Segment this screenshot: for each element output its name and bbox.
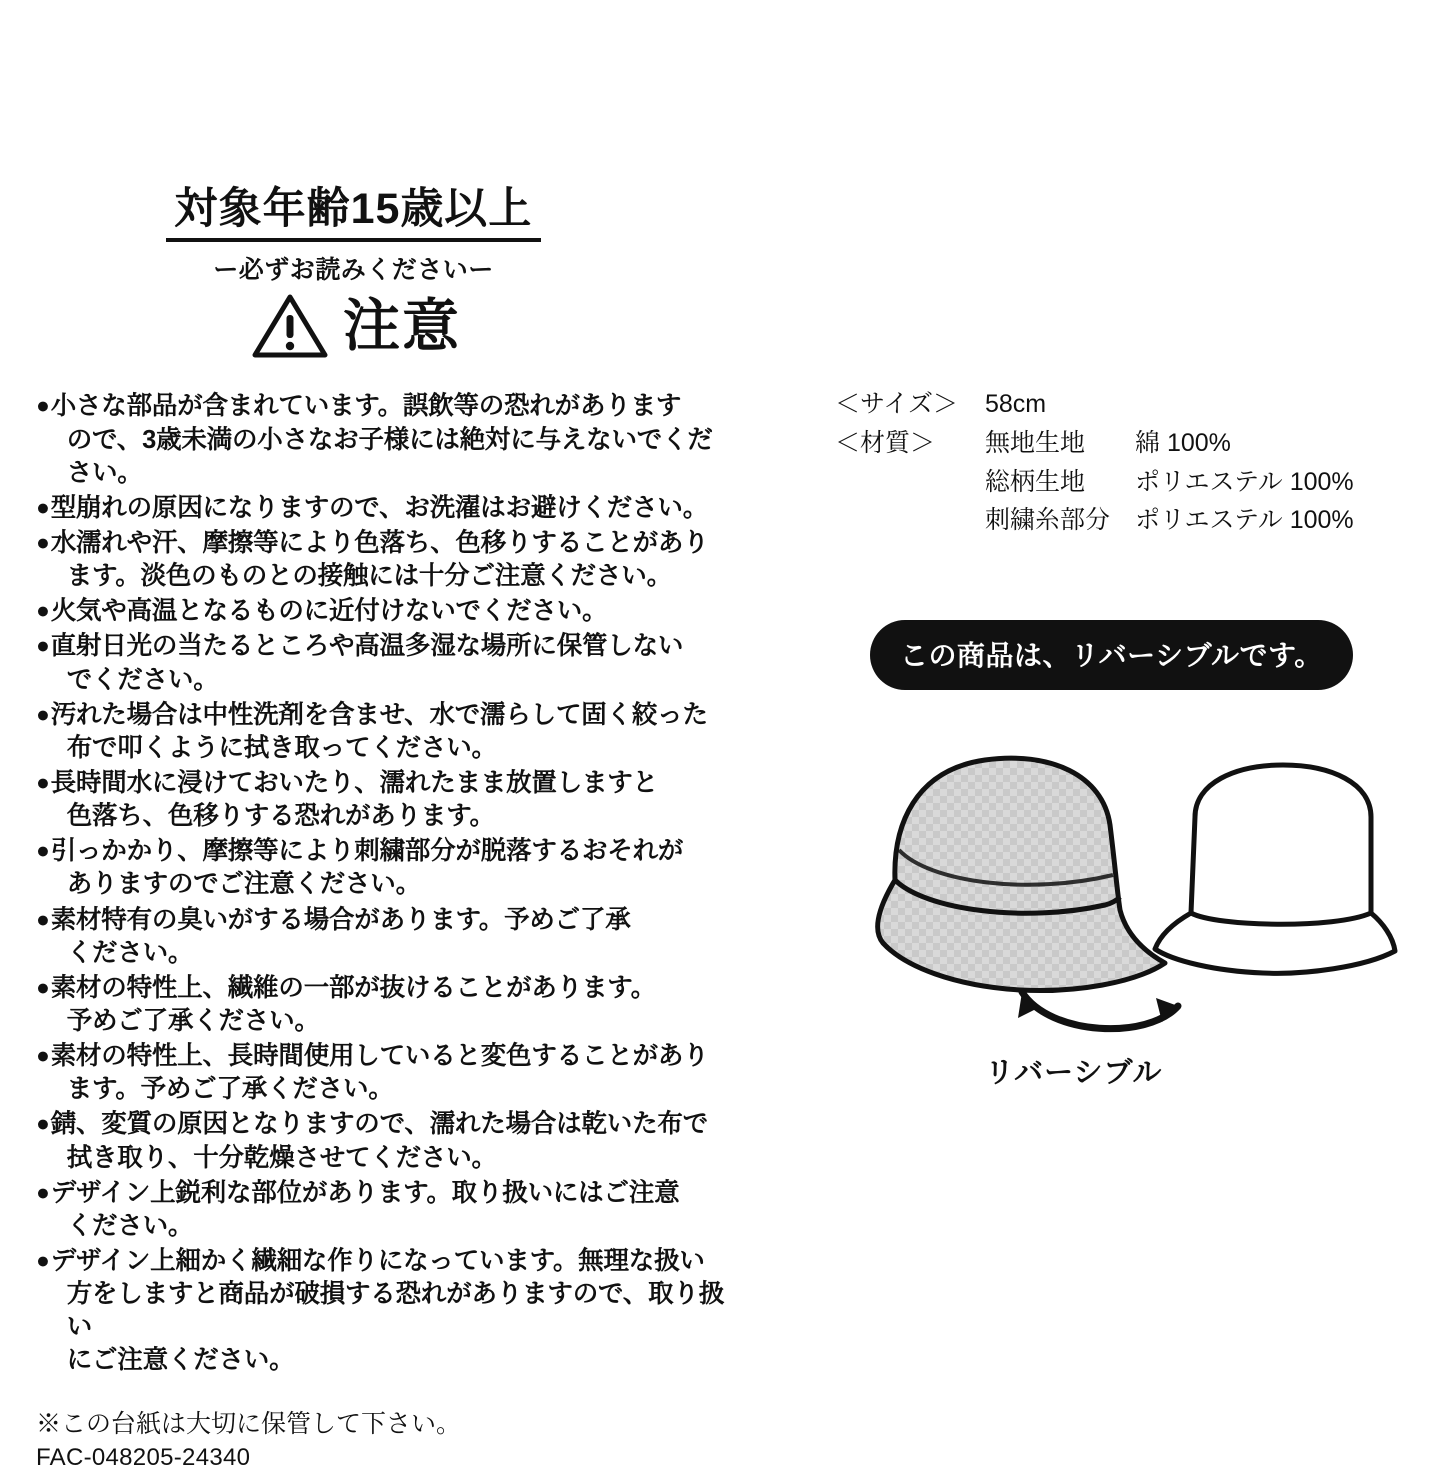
caution-text-line: 予めご了承ください。 bbox=[66, 1006, 320, 1035]
caution-text-line: 小さな部品が含まれています。誤飲等の恐れがあります bbox=[50, 392, 682, 421]
bullet-dot: ● bbox=[36, 905, 50, 932]
bullet-dot: ● bbox=[36, 597, 50, 624]
caution-text-line: にご注意ください。 bbox=[66, 1346, 295, 1375]
material-name: 刺繍糸部分 bbox=[985, 506, 1111, 535]
size-label: ＜サイズ＞ bbox=[835, 390, 959, 418]
bucket-hat-patterned-icon bbox=[878, 758, 1165, 990]
list-item bbox=[36, 390, 726, 489]
table-row bbox=[835, 424, 1410, 463]
caution-text-line: ます。予めご了承ください。 bbox=[66, 1075, 394, 1104]
material-value: ポリエステル 100% bbox=[1135, 467, 1354, 496]
caution-label: 注意 bbox=[343, 293, 461, 358]
caution-text-line: 素材の特性上、長時間使用していると変色することがあり bbox=[50, 1042, 709, 1071]
caution-text-line: 錆、変質の原因となりますので、濡れた場合は乾いた布で bbox=[50, 1110, 708, 1139]
caution-text-line: デザイン上細かく繊細な作りになっています。無理な扱い bbox=[50, 1246, 705, 1275]
table-row bbox=[835, 385, 1410, 424]
bullet-dot: ● bbox=[36, 493, 50, 520]
list-item bbox=[36, 767, 726, 833]
table-row bbox=[835, 463, 1410, 502]
list-item bbox=[36, 972, 726, 1038]
list-item bbox=[36, 835, 726, 901]
bullet-dot: ● bbox=[36, 973, 50, 1000]
list-item bbox=[36, 699, 726, 765]
table-row bbox=[835, 501, 1410, 540]
bucket-hat-plain-icon bbox=[1155, 765, 1395, 973]
caution-text-line: 方をしますと商品が破損する恐れがありますので、取り扱い bbox=[66, 1280, 724, 1342]
caution-text-line: ありますのでご注意ください。 bbox=[66, 870, 421, 899]
caution-text-line: デザイン上鋭利な部位があります。取り扱いにはご注意 bbox=[50, 1178, 680, 1207]
caution-text-line: 直射日光の当たるところや高温多湿な場所に保管しない bbox=[50, 632, 684, 661]
bullet-dot: ● bbox=[36, 837, 50, 864]
bullet-dot: ● bbox=[36, 1246, 50, 1273]
bullet-dot: ● bbox=[36, 1110, 50, 1137]
bullet-dot: ● bbox=[36, 768, 50, 795]
bullet-dot: ● bbox=[36, 1178, 50, 1205]
list-item bbox=[36, 630, 726, 696]
material-value: ポリエステル 100% bbox=[1135, 506, 1354, 535]
double-arrow-icon bbox=[1010, 990, 1190, 1050]
list-item bbox=[36, 904, 726, 970]
caution-text-line: 長時間水に浸けておいたり、濡れたまま放置しますと bbox=[50, 768, 658, 797]
caution-heading bbox=[131, 292, 581, 360]
material-value: 綿 100% bbox=[1135, 428, 1231, 457]
caution-text-line: 拭き取り、十分乾燥させてください。 bbox=[66, 1143, 497, 1172]
age-notice: 対象年齢15歳以上 bbox=[166, 185, 541, 242]
caution-text-line: さい。 bbox=[66, 458, 143, 487]
caution-text-line: ます。淡色のものとの接触には十分ご注意ください。 bbox=[66, 562, 672, 591]
list-item bbox=[36, 527, 726, 593]
caution-text-line: でください。 bbox=[66, 665, 219, 694]
spec-column bbox=[835, 385, 1410, 1089]
keep-card-note: ※この台紙は大切に保管して下さい。 bbox=[36, 1409, 462, 1438]
caution-text-line: 型崩れの原因になりますので、お洗濯はお避けください。 bbox=[50, 493, 708, 522]
list-item bbox=[36, 1040, 726, 1106]
reversible-illustration bbox=[835, 705, 1410, 1035]
caution-text-line: 火気や高温となるものに近付けないでください。 bbox=[50, 597, 608, 626]
list-item bbox=[36, 1245, 726, 1378]
cautions-column bbox=[36, 185, 736, 1472]
caution-text-line: 素材の特性上、繊維の一部が抜けることがあります。 bbox=[50, 973, 656, 1002]
bullet-dot: ● bbox=[36, 632, 50, 659]
material-label: ＜材質＞ bbox=[835, 428, 936, 457]
caution-list bbox=[36, 390, 726, 1377]
caution-text-line: 汚れた場合は中性洗剤を含ませ、水で濡らして固く絞った bbox=[50, 700, 708, 729]
caution-text-line: 素材特有の臭いがする場合があります。予めご了承 bbox=[50, 905, 631, 934]
material-name: 無地生地 bbox=[985, 428, 1086, 457]
spec-table bbox=[835, 385, 1410, 540]
caution-text-line: ので、3歳未満の小さなお子様には絶対に与えないでくだ bbox=[66, 425, 713, 454]
bullet-dot: ● bbox=[36, 529, 50, 555]
caution-text-line: 色落ち、色移りする恐れがあります。 bbox=[66, 802, 495, 831]
list-item bbox=[36, 1177, 726, 1243]
list-item bbox=[36, 492, 726, 525]
material-name: 総柄生地 bbox=[985, 467, 1086, 496]
caution-text-line: ください。 bbox=[66, 938, 194, 967]
product-code: FAC-048205-24340 bbox=[36, 1443, 251, 1471]
bullet-dot: ● bbox=[36, 1042, 50, 1069]
list-item bbox=[36, 595, 726, 628]
list-item bbox=[36, 1108, 726, 1174]
caution-text-line: 布で叩くように拭き取ってください。 bbox=[66, 733, 497, 762]
caution-text-line: ください。 bbox=[66, 1211, 194, 1240]
read-note: ー必ずお読みくださいー bbox=[213, 256, 494, 285]
bullet-dot: ● bbox=[36, 392, 50, 419]
caution-text-line: 引っかかり、摩擦等により刺繍部分が脱落するおそれが bbox=[50, 837, 684, 866]
reversible-badge: この商品は、リバーシブルです。 bbox=[870, 620, 1353, 690]
bullet-dot: ● bbox=[36, 700, 50, 727]
size-value: 58cm bbox=[985, 390, 1047, 418]
caution-text-line: 水濡れや汗、摩擦等により色落ち、色移りすることがあり bbox=[50, 529, 709, 557]
reversible-caption: リバーシブル bbox=[985, 1057, 1163, 1089]
warning-triangle-icon bbox=[251, 292, 329, 360]
